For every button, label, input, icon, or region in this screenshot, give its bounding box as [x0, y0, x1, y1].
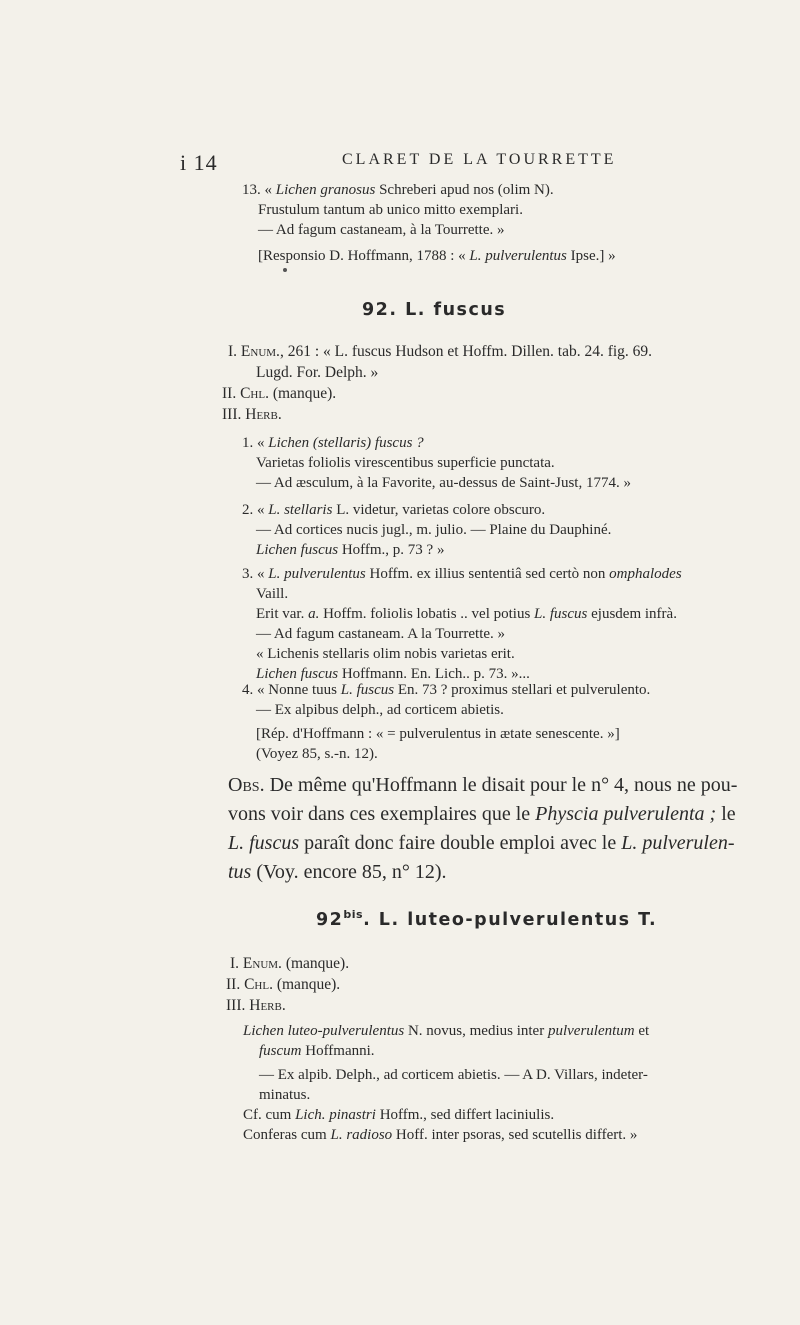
page-number: i 14	[180, 150, 218, 175]
text-line: Vaill.	[256, 586, 289, 602]
text-line: Obs. De même qu'Hoffmann le disait pour le n° 4, nous ne pou-	[228, 774, 738, 796]
text-line: II. Chl. (manque).	[222, 385, 337, 402]
text-line: Frustulum tantum ab unico mitto exemplari.	[258, 202, 523, 218]
text-line: [Responsio D. Hoffmann, 1788 : « L. pulverulentus Ipse.] »	[258, 248, 616, 264]
text-line: Lichen fuscus Hoffmann. En. Lich.. p. 73. »...	[256, 666, 530, 682]
text-line: 4. « Nonne tuus L. fuscus En. 73 ? proximus stellari et pulverulento.	[242, 682, 651, 698]
text-line: Conferas cum L. radioso Hoff. inter psoras, sed scutellis differt. »	[243, 1127, 638, 1143]
entry-13	[242, 180, 616, 266]
text-line: 3. « L. pulverulentus Hoffm. ex illius sententiâ sed certò non omphalodes	[242, 566, 682, 582]
herbarium-item-1	[242, 433, 631, 493]
text-line: I. Enum., 261 : « L. fuscus Hudson et Hoffm. Dillen. tab. 24. fig. 69.	[228, 343, 653, 360]
text-line: tus (Voy. encore 85, n° 12).	[228, 861, 447, 883]
text-line: I. Enum. (manque).	[230, 955, 350, 972]
text-line: — Ad cortices nucis jugl., m. julio. — Plaine du Dauphiné.	[256, 522, 612, 538]
text-line: Varietas foliolis virescentibus superficie punctata.	[256, 455, 555, 471]
text-line: — Ad fagum castaneam, à la Tourrette. »	[258, 222, 505, 238]
text-line: — Ad æsculum, à la Favorite, au-dessus de Saint-Just, 1774. »	[256, 475, 631, 491]
text-line: Lichen luteo-pulverulentus N. novus, medius inter pulverulentum et	[243, 1023, 650, 1039]
herbarium-item-4	[242, 680, 650, 764]
text-line: (Voyez 85, s.-n. 12).	[256, 746, 378, 762]
text-line: III. Herb.	[222, 406, 282, 423]
text-line: vons voir dans ces exemplaires que le Physcia pulverulenta ; le	[228, 803, 736, 825]
section-92-list	[222, 341, 653, 425]
text-line: [Rép. d'Hoffmann : « = pulverulentus in ætate senescente. »]	[256, 726, 620, 742]
observation-paragraph	[228, 771, 737, 887]
section-92bis-list	[226, 953, 350, 1016]
text-line: 13. « Lichen granosus Schreberi apud nos (olim N).	[242, 182, 554, 198]
text-line: II. Chl. (manque).	[226, 976, 341, 993]
herbarium-item-92bis	[243, 1021, 649, 1145]
text-line: 1. « Lichen (stellaris) fuscus ?	[242, 435, 424, 451]
text-line: — Ex alpibus delph., ad corticem abietis.	[256, 702, 504, 718]
text-line: III. Herb.	[226, 997, 286, 1014]
text-line: fuscum Hoffmanni.	[259, 1043, 375, 1059]
running-title: CLARET DE LA TOURRETTE	[342, 151, 617, 168]
text-line: « Lichenis stellaris olim nobis varietas erit.	[256, 646, 515, 662]
section-heading-92: 92. L. fuscus	[362, 300, 507, 320]
text-line: — Ad fagum castaneam. A la Tourrette. »	[256, 626, 506, 642]
text-line: Cf. cum Lich. pinastri Hoffm., sed differt laciniulis.	[243, 1107, 555, 1123]
ink-mark	[283, 268, 287, 272]
text-line: Lichen fuscus Hoffm., p. 73 ? »	[256, 542, 445, 558]
text-line: Lugd. For. Delph. »	[256, 364, 379, 381]
text-line: — Ex alpib. Delph., ad corticem abietis. — A D. Villars, indeter-	[259, 1067, 648, 1083]
herbarium-item-3	[242, 564, 682, 684]
text-line: L. fuscus paraît donc faire double emploi avec le L. pulverulen-	[228, 832, 735, 854]
text-line: 2. « L. stellaris L. videtur, varietas colore obscuro.	[242, 502, 546, 518]
text-line: Erit var. a. Hoffm. foliolis lobatis .. vel potius L. fuscus ejusdem infrà.	[256, 606, 677, 622]
section-heading-92bis: $92^{bis}$. L. luteo-pulverulentus T.	[316, 908, 658, 930]
text-line: minatus.	[259, 1087, 311, 1103]
herbarium-item-2	[242, 500, 611, 560]
